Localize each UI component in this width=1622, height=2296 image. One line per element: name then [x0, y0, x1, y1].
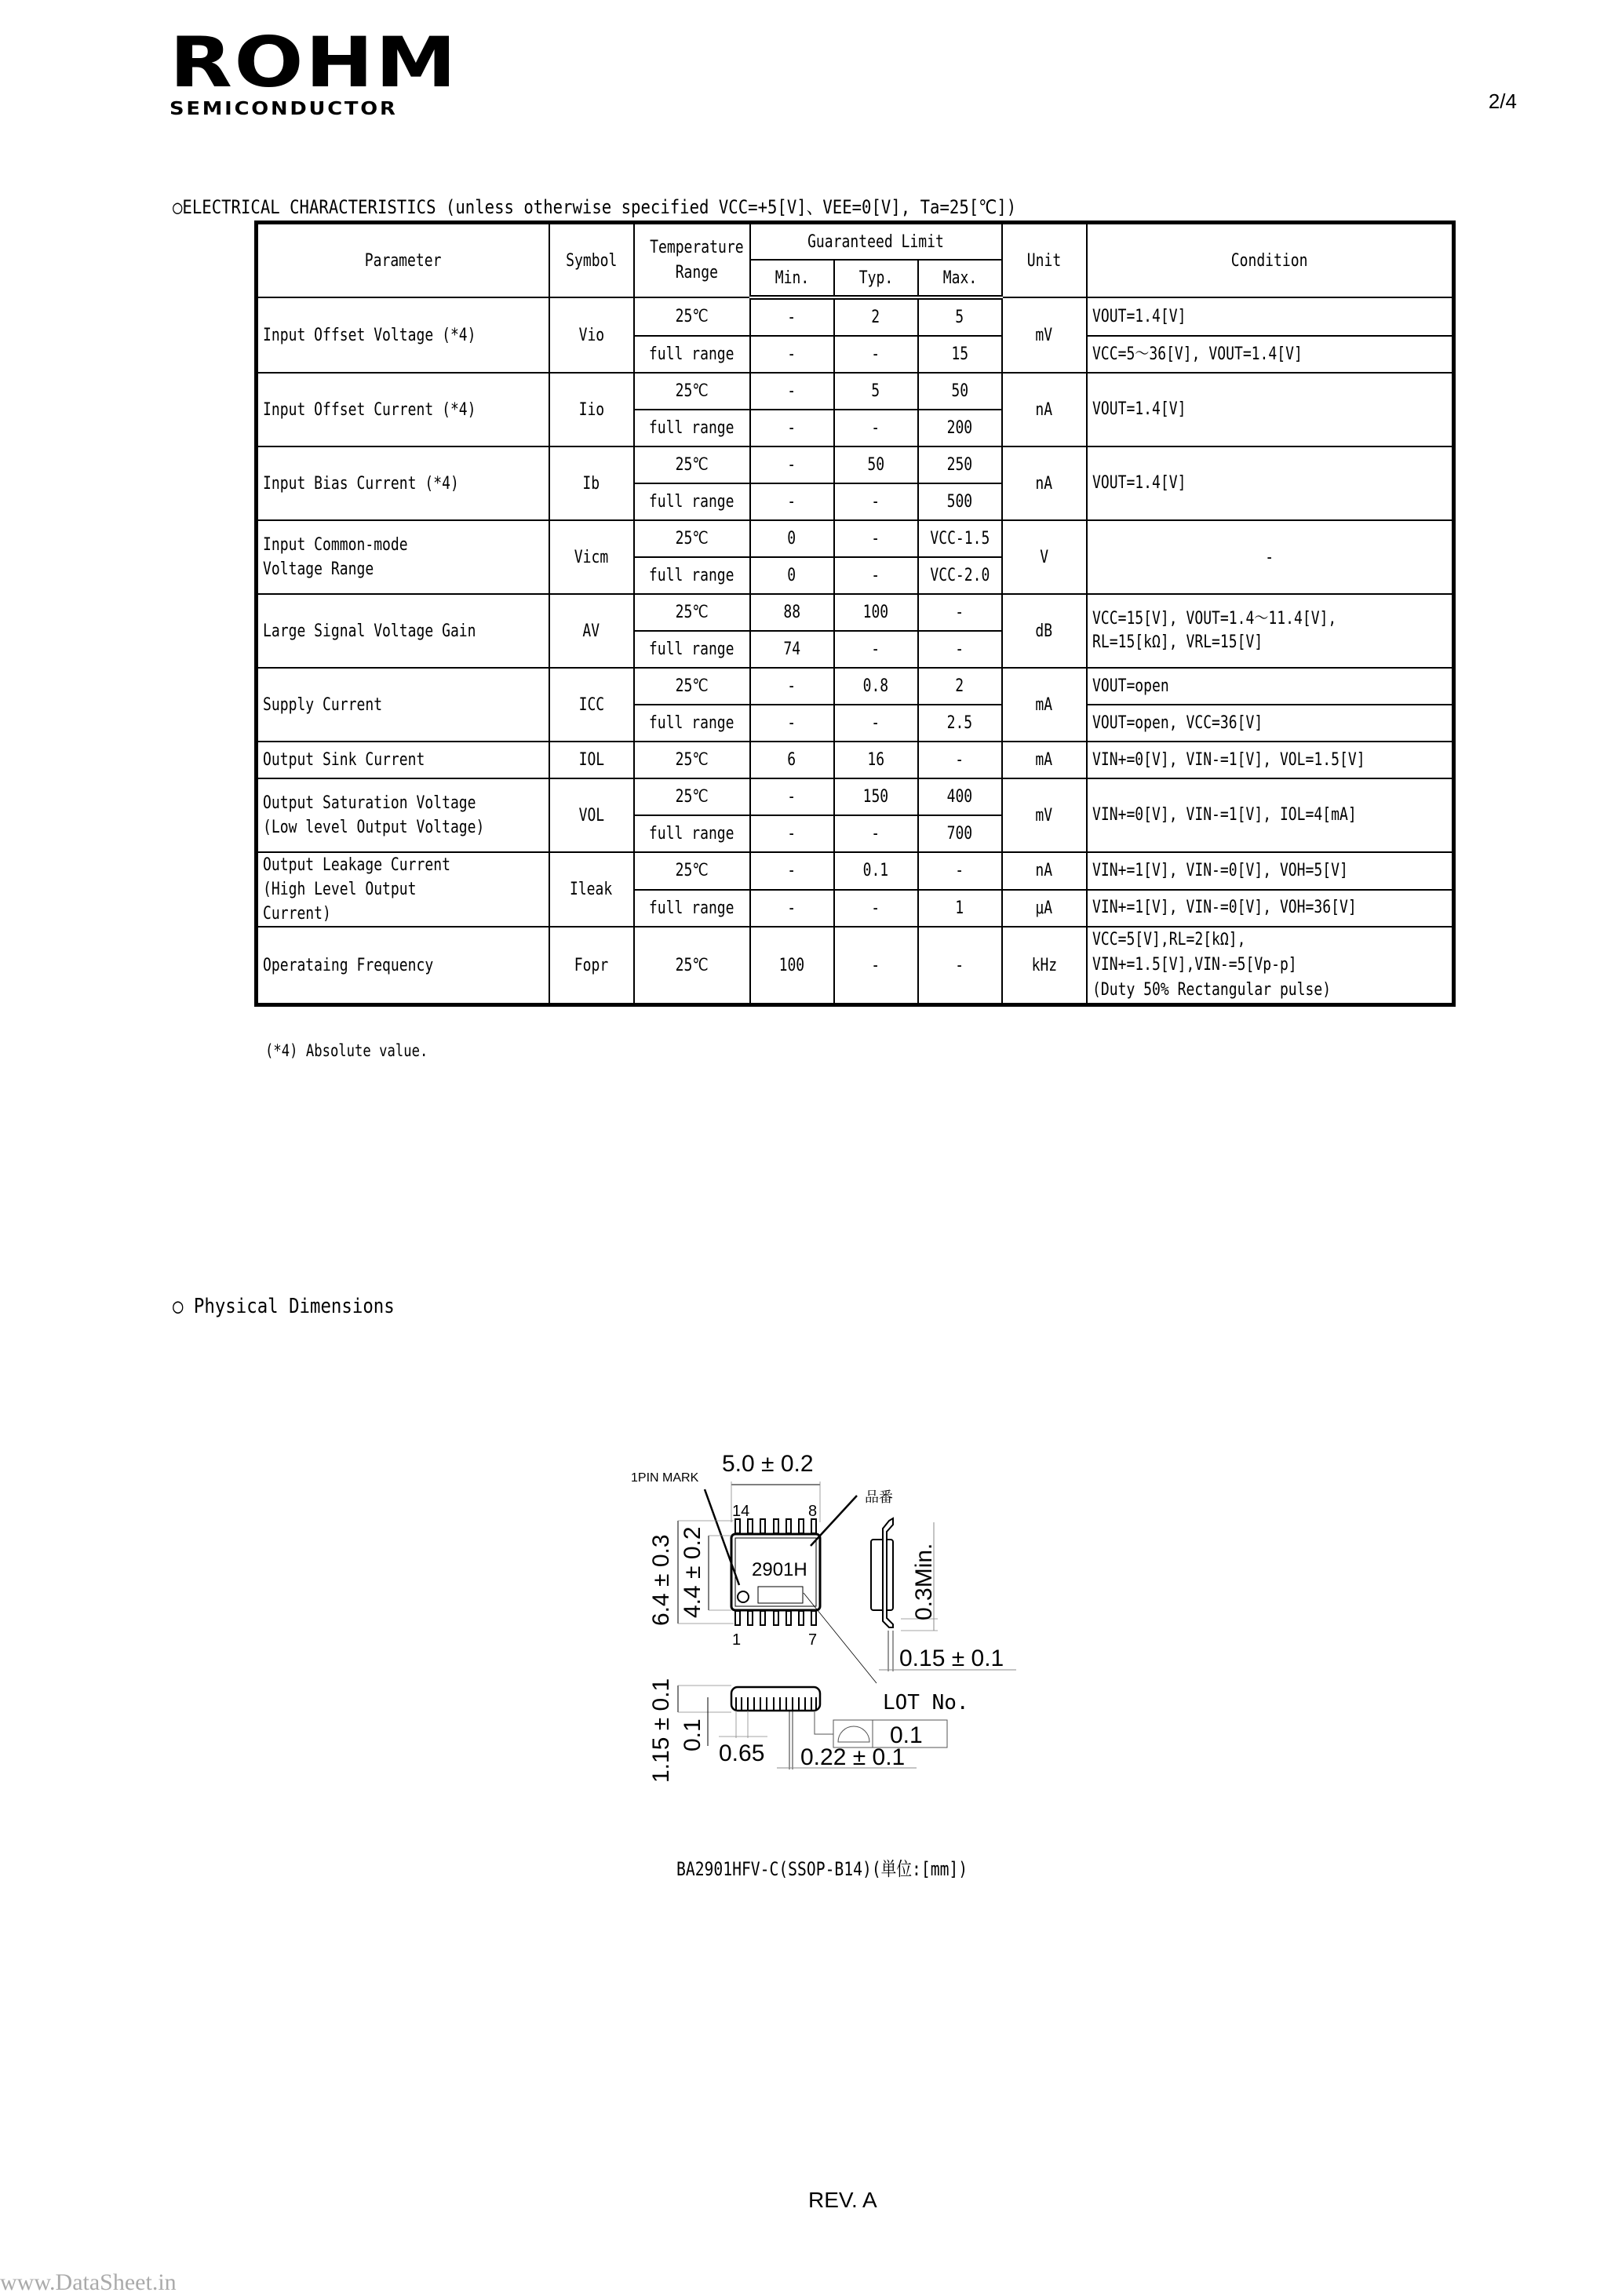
col-header-typ: Typ. [834, 260, 918, 297]
table-row [257, 446, 1454, 483]
col-header-symbol: Symbol [549, 223, 634, 298]
svg-text:6.4 ± 0.3: 6.4 ± 0.3 [648, 1534, 674, 1626]
temp: 25℃ [634, 742, 750, 778]
svg-text:0.3Min.: 0.3Min. [911, 1543, 937, 1620]
min: - [750, 890, 834, 928]
min: - [750, 668, 834, 705]
param-symbol: VOL [549, 778, 634, 852]
min: - [750, 446, 834, 483]
temp: full range [634, 890, 750, 928]
max: - [918, 852, 1002, 890]
unit: mA [1002, 668, 1087, 742]
condition: VOUT=1.4[V] [1087, 373, 1454, 446]
table-row [257, 778, 1454, 815]
temp: 25℃ [634, 373, 750, 410]
page-number: 2/4 [1488, 89, 1517, 113]
typ: - [834, 705, 918, 742]
min: 0 [750, 520, 834, 557]
typ: - [834, 410, 918, 446]
condition: VIN+=1[V], VIN-=0[V], VOH=5[V] [1087, 852, 1454, 890]
svg-text:0.65: 0.65 [719, 1740, 765, 1766]
min: - [750, 483, 834, 520]
max: VCC-2.0 [918, 557, 1002, 594]
footnote: (*4) Absolute value. [265, 1041, 428, 1060]
temp: 25℃ [634, 927, 750, 1005]
min: 100 [750, 927, 834, 1005]
logo-main-text: ROHM [169, 22, 458, 103]
min: - [750, 336, 834, 373]
svg-text:0.15 ± 0.1: 0.15 ± 0.1 [899, 1645, 1004, 1671]
unit: dB [1002, 594, 1087, 668]
typ: 2 [834, 297, 918, 336]
svg-text:0.1: 0.1 [890, 1722, 923, 1748]
svg-text:4.4 ± 0.2: 4.4 ± 0.2 [680, 1526, 705, 1618]
param-name: Output Sink Current [257, 742, 549, 778]
table-row [257, 742, 1454, 778]
min: 74 [750, 631, 834, 668]
max: 250 [918, 446, 1002, 483]
svg-text:2901H: 2901H [752, 1559, 807, 1580]
typ: - [834, 483, 918, 520]
min: - [750, 778, 834, 815]
typ: 16 [834, 742, 918, 778]
param-name: Large Signal Voltage Gain [257, 594, 549, 668]
param-symbol: ICC [549, 668, 634, 742]
min: - [750, 852, 834, 890]
param-name: Output Leakage Current (High Level Output Current) [257, 852, 549, 927]
table-row [257, 668, 1454, 705]
max: - [918, 631, 1002, 668]
unit: nA [1002, 446, 1087, 520]
temp: full range [634, 815, 750, 852]
typ: - [834, 557, 918, 594]
max: 700 [918, 815, 1002, 852]
electrical-characteristics-table [254, 220, 1456, 1007]
col-header-condition: Condition [1087, 223, 1454, 298]
svg-text:LOT No.: LOT No. [883, 1691, 969, 1715]
col-header-unit: Unit [1002, 223, 1087, 298]
typ: - [834, 520, 918, 557]
watermark-link[interactable]: www.DataSheet.in [0, 2269, 177, 2295]
typ: - [834, 927, 918, 1005]
svg-text:7: 7 [808, 1631, 818, 1649]
svg-text:品番: 品番 [865, 1489, 893, 1505]
param-name: Supply Current [257, 668, 549, 742]
typ: 0.8 [834, 668, 918, 705]
typ: - [834, 631, 918, 668]
package-outline-icon [620, 1444, 1059, 1883]
min: 88 [750, 594, 834, 631]
condition: VIN+=0[V], VIN-=1[V], VOL=1.5[V] [1087, 742, 1454, 778]
condition: VOUT=open, VCC=36[V] [1087, 705, 1454, 742]
table-row [257, 594, 1454, 631]
condition: VIN+=0[V], VIN-=1[V], IOL=4[mA] [1087, 778, 1454, 852]
min: - [750, 815, 834, 852]
svg-text:0.1: 0.1 [680, 1718, 705, 1751]
condition: VCC=5[V],RL=2[kΩ], VIN+=1.5[V],VIN-=5[Vp-p] (Duty 50% Rectangular pulse) [1087, 927, 1454, 1005]
param-name: Input Bias Current (*4) [257, 446, 549, 520]
col-header-parameter: Parameter [257, 223, 549, 298]
max: 200 [918, 410, 1002, 446]
temp: 25℃ [634, 520, 750, 557]
typ: 0.1 [834, 852, 918, 890]
temp: 25℃ [634, 668, 750, 705]
param-symbol: IOL [549, 742, 634, 778]
max: - [918, 594, 1002, 631]
unit: nA [1002, 373, 1087, 446]
temp: full range [634, 705, 750, 742]
temp: 25℃ [634, 778, 750, 815]
max: - [918, 927, 1002, 1005]
param-name: Operataing Frequency [257, 927, 549, 1005]
svg-text:8: 8 [808, 1503, 818, 1520]
param-symbol: Fopr [549, 927, 634, 1005]
electrical-characteristics-title: ○ELECTRICAL CHARACTERISTICS (unless otherwise specified VCC=+5[V]、VEE=0[V], Ta=25[℃]) [173, 196, 1017, 218]
table-row [257, 297, 1454, 336]
typ: 150 [834, 778, 918, 815]
col-header-max: Max. [918, 260, 1002, 297]
param-symbol: Vicm [549, 520, 634, 594]
max: 50 [918, 373, 1002, 410]
max: 15 [918, 336, 1002, 373]
param-name: Input Offset Current (*4) [257, 373, 549, 446]
condition: VIN+=1[V], VIN-=0[V], VOH=36[V] [1087, 890, 1454, 928]
typ: 50 [834, 446, 918, 483]
max: - [918, 742, 1002, 778]
unit: μA [1002, 890, 1087, 928]
unit: mV [1002, 297, 1087, 373]
table-row [257, 927, 1454, 1005]
typ: 100 [834, 594, 918, 631]
unit: kHz [1002, 927, 1087, 1005]
param-symbol: Vio [549, 297, 634, 373]
svg-text:14: 14 [732, 1503, 750, 1520]
param-symbol: Iio [549, 373, 634, 446]
svg-text:0.22 ± 0.1: 0.22 ± 0.1 [800, 1744, 906, 1770]
condition: VCC=15[V], VOUT=1.4～11.4[V], RL=15[kΩ], VRL=15[V] [1087, 594, 1454, 668]
temp: full range [634, 336, 750, 373]
min: - [750, 297, 834, 336]
max: 500 [918, 483, 1002, 520]
condition: VCC=5～36[V], VOUT=1.4[V] [1087, 336, 1454, 373]
typ: - [834, 336, 918, 373]
max: 2 [918, 668, 1002, 705]
temp: full range [634, 483, 750, 520]
condition: - [1087, 520, 1454, 594]
temp: 25℃ [634, 297, 750, 336]
col-header-temperature-range: Temperature Range [634, 223, 750, 298]
temp: 25℃ [634, 852, 750, 890]
max: 1 [918, 890, 1002, 928]
param-name: Input Common-mode Voltage Range [257, 520, 549, 594]
unit: V [1002, 520, 1087, 594]
temp: 25℃ [634, 446, 750, 483]
drawing-caption: BA2901HFV-C(SSOP-B14)(単位:[mm]) [676, 1858, 968, 1880]
param-name: Input Offset Voltage (*4) [257, 297, 549, 373]
condition: VOUT=1.4[V] [1087, 297, 1454, 336]
unit: nA [1002, 852, 1087, 890]
svg-text:5.0 ± 0.2: 5.0 ± 0.2 [722, 1451, 814, 1477]
svg-text:1.15 ± 0.1: 1.15 ± 0.1 [648, 1678, 674, 1783]
unit: mA [1002, 742, 1087, 778]
col-header-min: Min. [750, 260, 834, 297]
typ: 5 [834, 373, 918, 410]
min: - [750, 373, 834, 410]
physical-dimensions-title: ○ Physical Dimensions [173, 1295, 395, 1318]
min: 6 [750, 742, 834, 778]
temp: full range [634, 631, 750, 668]
package-drawing [620, 1444, 1059, 1783]
revision-label: REV. A [808, 2188, 877, 2212]
temp: full range [634, 557, 750, 594]
table-row [257, 852, 1454, 890]
max: 400 [918, 778, 1002, 815]
param-symbol: Ib [549, 446, 634, 520]
param-symbol: AV [549, 594, 634, 668]
table-row [257, 373, 1454, 410]
svg-text:1PIN MARK: 1PIN MARK [631, 1471, 699, 1485]
condition: VOUT=1.4[V] [1087, 446, 1454, 520]
min: 0 [750, 557, 834, 594]
min: - [750, 410, 834, 446]
unit: mV [1002, 778, 1087, 852]
typ: - [834, 815, 918, 852]
svg-text:1: 1 [732, 1631, 742, 1649]
table-row [257, 520, 1454, 557]
logo-sub-text: SEMICONDUCTOR [169, 99, 398, 119]
max: 2.5 [918, 705, 1002, 742]
temp: full range [634, 410, 750, 446]
condition: VOUT=open [1087, 668, 1454, 705]
max: VCC-1.5 [918, 520, 1002, 557]
param-name: Output Saturation Voltage (Low level Output Voltage) [257, 778, 549, 852]
max: 5 [918, 297, 1002, 336]
typ: - [834, 890, 918, 928]
param-symbol: Ileak [549, 852, 634, 927]
col-header-guaranteed-limit: Guaranteed Limit [750, 223, 1002, 261]
min: - [750, 705, 834, 742]
rohm-logo [169, 22, 458, 119]
temp: 25℃ [634, 594, 750, 631]
